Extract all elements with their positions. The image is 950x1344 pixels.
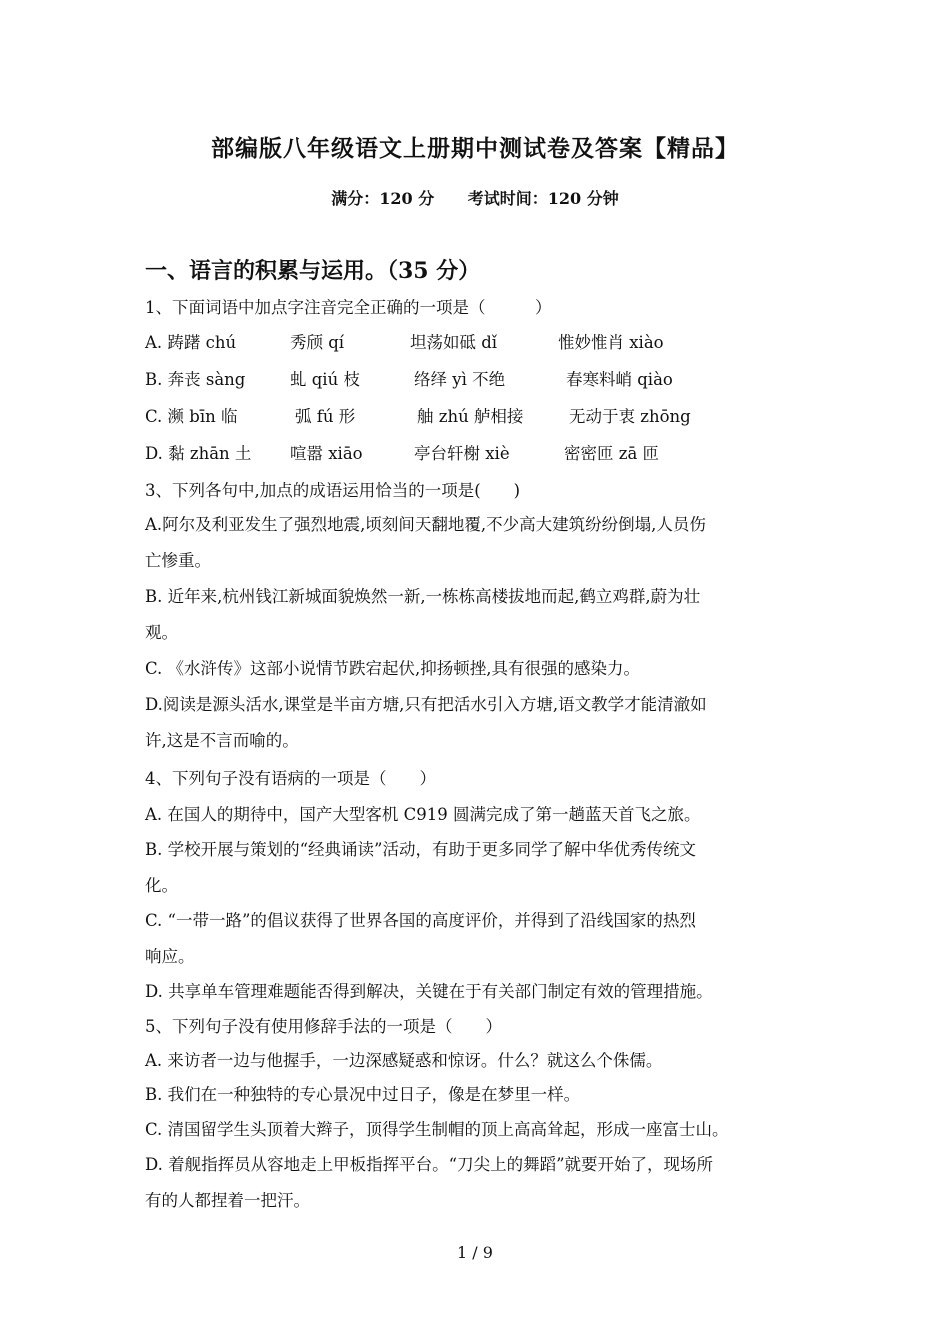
option-part: 春寒料峭 qiào [566, 370, 673, 389]
question-3-option-d-cont: 许,这是不言而喻的。 [145, 731, 299, 750]
document-title: 部编版八年级语文上册期中测试卷及答案【精品】 [211, 135, 739, 162]
question-4-option-c-cont: 响应。 [145, 947, 195, 966]
question-5-option-a: A. 来访者一边与他握手，一边深感疑惑和惊讶。什么？就这么个侏儒。 [145, 1051, 663, 1070]
question-3-option-b-cont: 观。 [145, 623, 178, 642]
question-5-option-b: B. 我们在一种独特的专心景况中过日子，像是在梦里一样。 [145, 1085, 581, 1104]
option-part: 惟妙惟肖 xiào [558, 333, 664, 352]
question-3-option-a: A.阿尔及利亚发生了强烈地震,顷刻间天翻地覆,不少高大建筑纷纷倒塌,人员伤 [145, 515, 706, 534]
question-3-stem: 3、下列各句中,加点的成语运用恰当的一项是( ) [145, 481, 521, 500]
question-4-option-c: C. “一带一路”的倡议获得了世界各国的高度评价，并得到了沿线国家的热烈 [145, 911, 696, 930]
question-3-option-d: D.阅读是源头活水,课堂是半亩方塘,只有把活水引入方塘,语文教学才能清澈如 [145, 695, 707, 714]
question-3-option-c: C. 《水浒传》这部小说情节跌宕起伏,抑扬顿挫,具有很强的感染力。 [145, 659, 641, 678]
question-4-stem: 4、下列句子没有语病的一项是（ ） [145, 769, 436, 788]
question-4-option-b: B. 学校开展与策划的“经典诵读”活动，有助于更多同学了解中华优秀传统文 [145, 840, 696, 859]
question-1-option-a [145, 329, 664, 353]
option-part: A. 踌躇 chú [145, 333, 237, 352]
exam-time: 考试时间：120 分钟 [467, 189, 619, 208]
question-5-option-c: C. 清国留学生头顶着大辫子，顶得学生制帽的顶上高高耸起，形成一座富士山。 [145, 1120, 729, 1139]
option-part: 舳 zhú 舻相接 [417, 407, 524, 426]
option-part: 无动于衷 zhōng [569, 407, 691, 426]
section-heading: 一、语言的积累与运用。（35 分） [145, 258, 481, 284]
question-1-option-c [145, 403, 691, 427]
full-score: 满分：120 分 [331, 189, 435, 208]
page-number: 1 / 9 [457, 1243, 493, 1262]
question-4-option-b-cont: 化。 [145, 876, 178, 895]
question-1-stem: 1、下面词语中加点字注音完全正确的一项是（ ） [145, 298, 552, 317]
question-5-stem: 5、下列句子没有使用修辞手法的一项是（ ） [145, 1017, 502, 1036]
option-part: D. 黏 zhān 土 [145, 444, 252, 463]
option-part: 喧嚣 xiāo [290, 444, 363, 463]
option-part: 坦荡如砥 dǐ [410, 333, 498, 352]
question-1-option-d [145, 440, 659, 464]
question-4-option-d: D. 共享单车管理难题能否得到解决，关键在于有关部门制定有效的管理措施。 [145, 982, 713, 1001]
option-part: 密密匝 zā 匝 [564, 444, 660, 463]
question-1-option-b [145, 366, 673, 390]
question-4-option-a: A. 在国人的期待中，国产大型客机 C919 圆满完成了第一趟蓝天首飞之旅。 [145, 805, 701, 824]
question-5-option-d-cont: 有的人都捏着一把汗。 [145, 1191, 310, 1210]
option-part: 虬 qiú 枝 [290, 370, 360, 389]
exam-info [0, 186, 950, 209]
option-part: 亭台轩榭 xiè [414, 444, 510, 463]
question-5-option-d: D. 着舰指挥员从容地走上甲板指挥平台。“刀尖上的舞蹈”就要开始了，现场所 [145, 1155, 714, 1174]
option-part: 弧 fú 形 [295, 407, 356, 426]
option-part: B. 奔丧 sàng [145, 370, 246, 389]
option-part: 秀颀 qí [290, 333, 345, 352]
question-3-option-a-cont: 亡惨重。 [145, 551, 211, 570]
option-part: C. 濒 bīn 临 [145, 407, 238, 426]
option-part: 络绎 yì 不绝 [414, 370, 506, 389]
question-3-option-b: B. 近年来,杭州钱江新城面貌焕然一新,一栋栋高楼拔地而起,鹤立鸡群,蔚为壮 [145, 587, 701, 606]
